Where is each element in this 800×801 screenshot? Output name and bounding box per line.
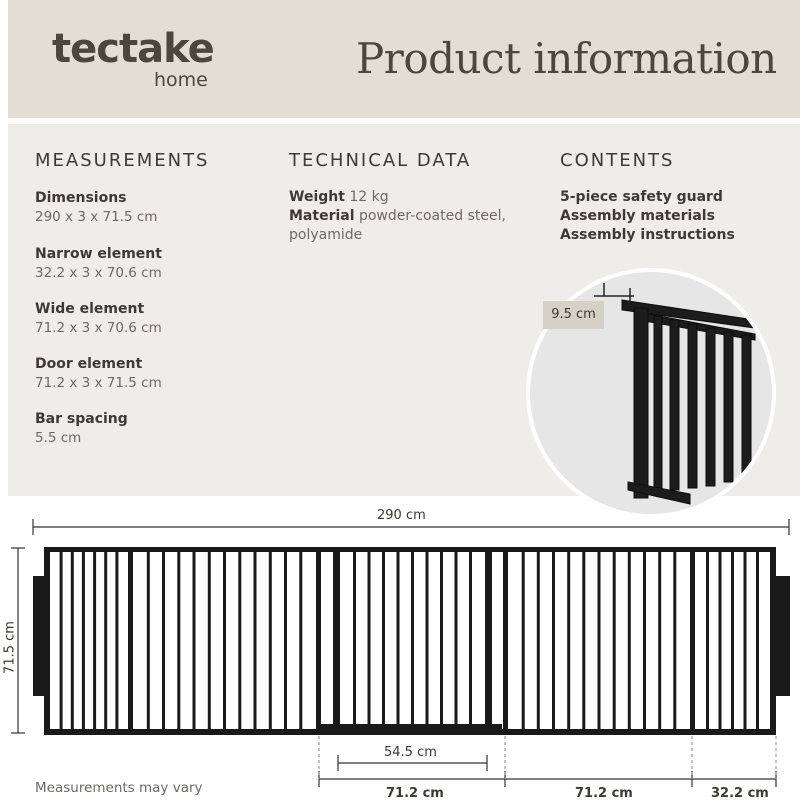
- height-label: 71.5 cm: [2, 621, 18, 674]
- gate-bar: [299, 550, 302, 732]
- measurement-label: Bar spacing: [35, 411, 128, 427]
- gate-bar: [522, 550, 525, 732]
- technical-heading: TECHNICAL DATA: [289, 150, 472, 171]
- measurement-label: Dimensions: [35, 190, 127, 206]
- weight-label: Weight: [289, 189, 345, 205]
- gate-bar: [673, 550, 676, 732]
- wide-segment-label: 71.2 cm: [575, 786, 633, 801]
- brand-logo: tectake: [52, 26, 214, 72]
- gate-bar: [613, 550, 616, 732]
- measurement-value: 71.2 x 3 x 71.5 cm: [35, 375, 162, 391]
- contents-item: Assembly materials: [560, 208, 715, 224]
- material-label: Material: [289, 208, 355, 224]
- gate-bar: [426, 550, 429, 732]
- brand-logo-sub: home: [154, 69, 208, 91]
- gate-bar: [193, 550, 196, 732]
- gate-bar: [269, 550, 272, 732]
- gate-bar: [162, 550, 165, 732]
- bar-spacing-badge: 9.5 cm: [543, 301, 604, 329]
- gate-bar: [628, 550, 631, 732]
- measurement-value: 290 x 3 x 71.5 cm: [35, 209, 158, 225]
- gate-bar: [82, 550, 85, 732]
- gate-bar: [368, 550, 371, 732]
- gate-bar: [411, 550, 414, 732]
- gate-bar: [719, 550, 722, 732]
- gate-bar: [397, 550, 400, 732]
- page-title: Product information: [356, 34, 777, 83]
- gate-bar: [756, 550, 759, 732]
- contents-item: 5-piece safety guard: [560, 189, 723, 205]
- gate-bar: [115, 550, 118, 732]
- gate-bar: [284, 550, 287, 732]
- wide-segment-label: 71.2 cm: [386, 786, 444, 801]
- gate-bar: [208, 550, 211, 732]
- measurement-value: 5.5 cm: [35, 430, 82, 446]
- measurement-value: 71.2 x 3 x 70.6 cm: [35, 320, 162, 336]
- gate-bar: [382, 550, 385, 732]
- measurements-note: Measurements may vary: [35, 780, 203, 796]
- material-value: powder-coated steel,: [358, 208, 506, 224]
- gate-bar: [567, 550, 570, 732]
- gate-bar: [455, 550, 458, 732]
- gate-bar: [71, 550, 74, 732]
- gate-bar: [731, 550, 734, 732]
- weight-value: 12 kg: [349, 189, 389, 205]
- contents-heading: CONTENTS: [560, 150, 675, 171]
- gate-bar: [147, 550, 150, 732]
- gate-bar: [552, 550, 555, 732]
- gate-bar: [254, 550, 257, 732]
- measurement-label: Narrow element: [35, 246, 162, 262]
- gate-bar: [353, 550, 356, 732]
- gate-bar: [706, 550, 709, 732]
- gate-bar: [643, 550, 646, 732]
- total-width-label: 290 cm: [377, 508, 426, 523]
- gate-bar: [60, 550, 63, 732]
- material-value-cont: polyamide: [289, 227, 363, 243]
- measurement-label: Wide element: [35, 301, 145, 317]
- gate-bar: [238, 550, 241, 732]
- gate-bar: [93, 550, 96, 732]
- gate-bar: [177, 550, 180, 732]
- gate-bar: [744, 550, 747, 732]
- gate-bar: [223, 550, 226, 732]
- gate-bar: [469, 550, 472, 732]
- door-opening-label: 54.5 cm: [384, 745, 437, 760]
- gate-bar: [658, 550, 661, 732]
- gate-bar: [440, 550, 443, 732]
- measurement-label: Door element: [35, 356, 143, 372]
- gate-bar: [104, 550, 107, 732]
- gate-bar: [598, 550, 601, 732]
- gate-bar: [582, 550, 585, 732]
- measurement-value: 32.2 x 3 x 70.6 cm: [35, 265, 162, 281]
- narrow-segment-label: 32.2 cm: [711, 786, 769, 801]
- contents-item: Assembly instructions: [560, 227, 735, 243]
- gate-bar: [537, 550, 540, 732]
- measurements-heading: MEASUREMENTS: [35, 150, 210, 171]
